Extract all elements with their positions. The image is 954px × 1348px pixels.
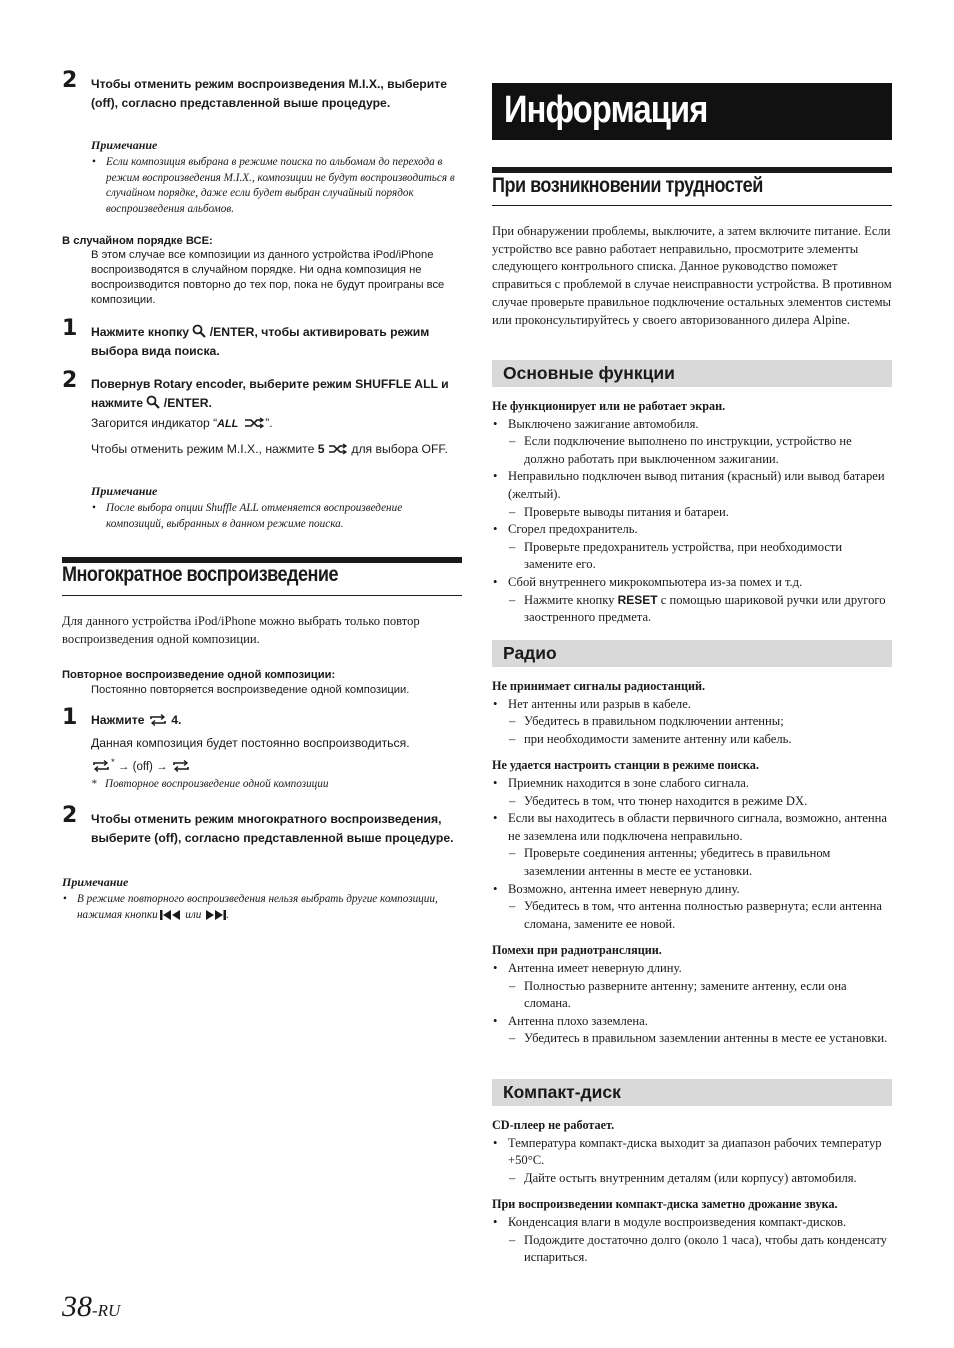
subsection-title: Компакт-диск (503, 1082, 621, 1102)
subsection-bar (492, 640, 892, 667)
step-detail: Данная композиция будет постоянно воспроизводиться. (91, 736, 410, 750)
problem: Помехи при радиотрансляции. (492, 943, 662, 958)
subsection-bar (492, 360, 892, 387)
step-number: 2 (62, 803, 78, 828)
note (62, 875, 462, 923)
solution: – Полностью разверните антенну; замените антенну, если она сломана. (492, 978, 892, 1013)
cause: • Сгорел предохранитель. (492, 521, 892, 539)
cause: • Неправильно подключен вывод питания (красный) или вывод батареи (желтый). (492, 468, 892, 503)
chapter-title: Информация (504, 89, 708, 131)
cause: • Если вы находитесь в области первичного сигнала, возможно, антенна не заземлена или подключена неправильно. (492, 810, 892, 845)
subheading: Повторное воспроизведение одной композиции: (62, 669, 336, 681)
cause: • Приемник находится в зоне слабого сигнала. (492, 775, 892, 793)
previous-track-icon (160, 910, 182, 920)
paragraph: В этом случае все композиции из данного устройства iPod/iPhone воспроизводятся в случайном порядке. Ни одна композиция не воспроизводится повторно до тех пор, пока не будут проиграны все композиции. (91, 249, 445, 306)
cause: • Температура компакт-диска выходит за диапазон рабочих температур +50°C. (492, 1135, 892, 1170)
shuffle-all-indicator-icon (217, 417, 265, 429)
step-number: 1 (62, 316, 78, 341)
solution: – Убедитесь в правильном подключении антенны; (492, 713, 892, 731)
troubleshoot-block (492, 678, 892, 1048)
note-heading: Примечание (91, 138, 158, 152)
solution: – Убедитесь в том, что тюнер находится в режиме DX. (492, 793, 892, 811)
search-icon (146, 395, 160, 409)
paragraph: Постоянно повторяется воспроизведение одной композиции. (91, 684, 410, 696)
step-text: Нажмите 4. (91, 713, 182, 727)
problem: Не принимает сигналы радиостанций. (492, 679, 706, 693)
solution: – Нажмите кнопку RESET с помощью шариковой ручки или другого заостренного предмета. (492, 592, 892, 627)
note-heading: Примечание (91, 484, 158, 498)
problem: При воспроизведении компакт-диска заметно дрожание звука. (492, 1197, 838, 1212)
page-number: 38-RU (62, 1290, 121, 1323)
cause: • Нет антенны или разрыв в кабеле. (492, 696, 892, 714)
cause: • Выключено зажигание автомобиля. (492, 416, 892, 434)
problem: Не функционирует или не работает экран. (492, 399, 726, 413)
troubleshoot-block (492, 1117, 892, 1267)
svg-text:ALL: ALL (217, 418, 239, 429)
solution: – Подождите достаточно долго (около 1 часа), чтобы дать конденсату испариться. (492, 1232, 892, 1267)
solution-continued: – при необходимости замените антенну или кабель. (492, 731, 892, 749)
subsection-title: Радио (503, 643, 557, 663)
note (91, 484, 462, 532)
solution: – Убедитесь в правильном заземлении антенны в месте ее установки. (492, 1030, 892, 1048)
cause: • Сбой внутреннего микрокомпьютера из-за помех и т.д. (492, 574, 892, 592)
troubleshoot-block (492, 398, 892, 627)
section-rule (492, 205, 892, 206)
step-number: 1 (62, 705, 78, 730)
cause: • Антенна имеет неверную длину. (492, 960, 892, 978)
solution: – Дайте остыть внутренним деталям (или корпусу) автомобиля. (492, 1170, 892, 1188)
section-bar (492, 167, 892, 173)
cancel-line: Чтобы отменить режим M.I.X., нажмите 5 для выбора OFF. (91, 442, 448, 456)
step-number: 2 (62, 68, 78, 93)
repeat-sequence: * → (off) → (91, 754, 462, 776)
search-icon (192, 324, 206, 338)
step-number: 2 (62, 368, 78, 393)
repeat-icon (148, 714, 168, 726)
note-text: • Если композиция выбрана в режиме поиска по альбомам до перехода в режим воспроизведения M.I.X., композиции не будут воспроизводиться в случайном порядке, даже если будет выбран случайный порядок воспроизведения альбомов. (91, 155, 462, 217)
step-text: Чтобы отменить режим воспроизведения M.I.X., выберите (off), согласно представленной выше процедуре. (91, 77, 447, 110)
shuffle-icon (328, 443, 348, 455)
section-title: При возникновении трудностей (492, 174, 763, 197)
note-text: • После выбора опции Shuffle ALL отменяется воспроизведение композиций, выбранных в данном режиме поиска. (91, 501, 462, 532)
reset-key: RESET (617, 592, 658, 607)
note-heading: Примечание (62, 875, 129, 889)
cause: • Антенна плохо заземлена. (492, 1013, 892, 1031)
problem: CD-плеер не работает. (492, 1118, 615, 1132)
subheading: В случайном порядке ВСЕ: (62, 235, 213, 247)
subsection-bar (492, 1079, 892, 1106)
paragraph: Для данного устройства iPod/iPhone можно выбрать только повтор воспроизведения одной композиции. (62, 614, 420, 646)
section-rule (62, 595, 462, 596)
next-track-icon (204, 910, 226, 920)
cause: • Конденсация влаги в модуле воспроизведения компакт-дисков. (492, 1214, 892, 1232)
note (91, 138, 462, 217)
solution: – Убедитесь в том, что антенна полностью развернута; если антенна сломана, замените ее новой. (492, 898, 892, 933)
problem: Не удается настроить станции в режиме поиска. (492, 758, 759, 773)
paragraph: При обнаружении проблемы, выключите, а затем включите питание. Если устройство все равно работает неправильно, просмотрите элементы следующего контрольного списка. Данное руководство поможет справиться с проблемой в случае неисправности устройства. В противном случае проверьте правильное подключение остальных элементов системы или проконсультируйтесь у своего авторизованного дилера Alpine. (492, 224, 892, 327)
cause: • Возможно, антенна имеет неверную длину. (492, 881, 892, 899)
subsection-title: Основные функции (503, 363, 675, 383)
step-text: Чтобы отменить режим многократного воспроизведения, выберите (off), согласно представленной выше процедуре. (91, 812, 454, 845)
section-title: Многократное воспроизведение (62, 563, 339, 586)
step-text: Нажмите кнопку /ENTER, чтобы активировать режим выбора вида поиска. (91, 325, 430, 358)
footnote: * Повторное воспроизведение одной композиции (91, 778, 329, 790)
chapter-banner (492, 83, 892, 140)
solution: – Проверьте выводы питания и батареи. (492, 504, 892, 522)
solution: – Проверьте предохранитель устройства, при необходимости замените его. (492, 539, 892, 574)
solution: – Проверьте соединения антенны; убедитесь в правильном заземлении антенны в месте ее установки. (492, 845, 892, 880)
repeat-icon (171, 760, 191, 772)
repeat-icon (91, 760, 111, 772)
step-text: Повернув Rotary encoder, выберите режим SHUFFLE ALL и нажмите /ENTER. (91, 377, 449, 410)
indicator-line: Загорится индикатор “ ALL ”. (91, 416, 273, 430)
solution: – Если подключение выполнено по инструкции, устройство не должно работать при выключенном зажигании. (492, 433, 892, 468)
note-text: • В режиме повторного воспроизведения нельзя выбрать другие композиции, нажимая кнопки или . (62, 892, 462, 923)
